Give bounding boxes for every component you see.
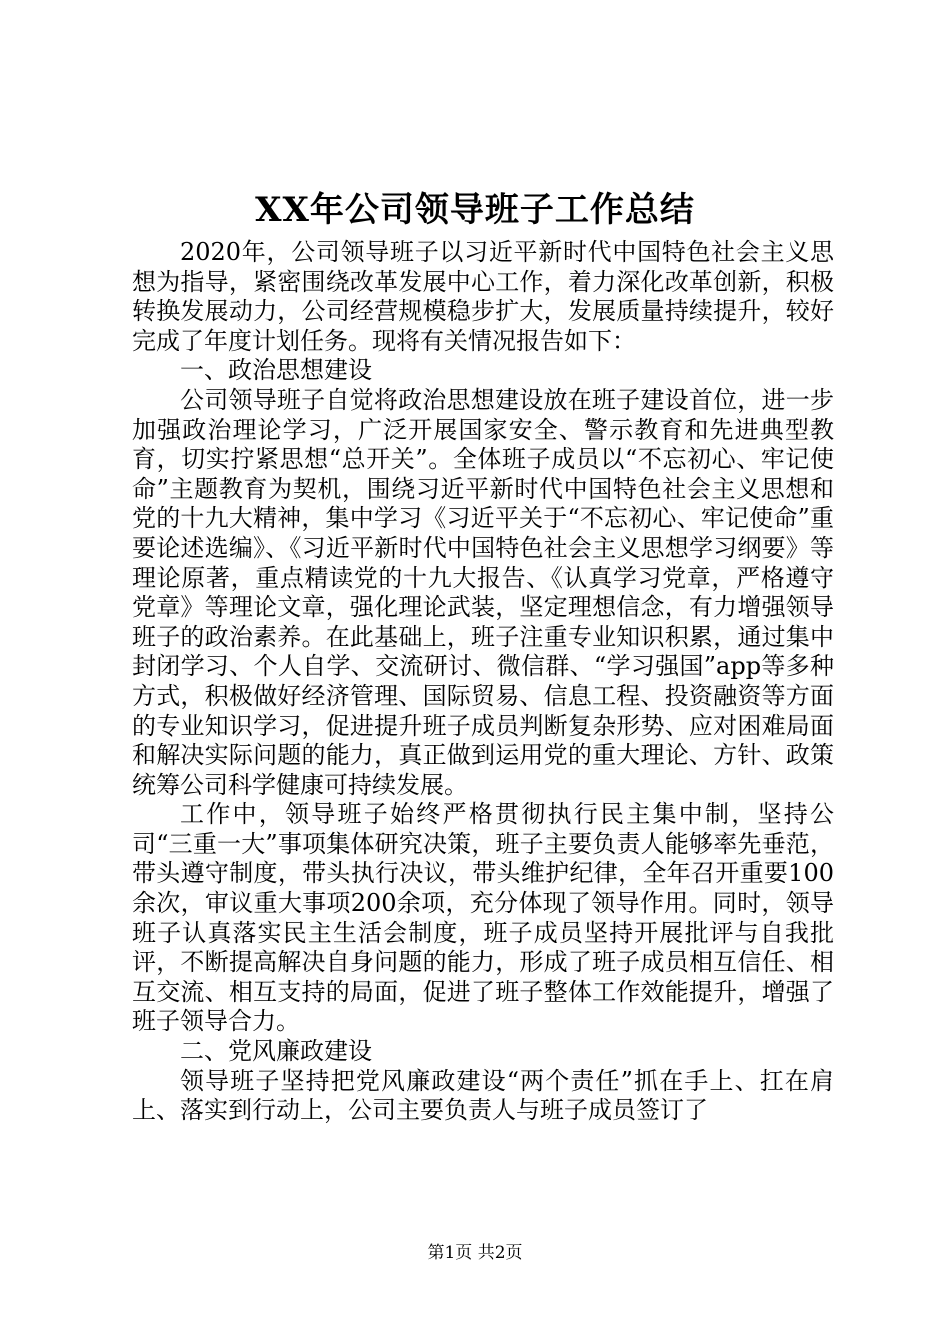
paragraph-intro: 2020年，公司领导班子以习近平新时代中国特色社会主义思想为指导，紧密围绕改革发展中心工作，着力深化改革创新，积极转换发展动力，公司经营规模稳步扩大，发展质量持续提升，较好完成了年度计划任务。现将有关情况报告如下： [132,238,834,355]
page-number-footer: 第1页 共2页 [427,1243,523,1263]
section-heading-2: 二、党风廉政建设 [180,1037,372,1066]
paragraph-political-study: 公司领导班子自觉将政治思想建设放在班子建设首位，进一步加强政治理论学习，广泛开展国家安全、警示教育和先进典型教育，切实拧紧思想“总开关”。全体班子成员以“不忘初心、牢记使命”主题教育为契机，围绕习近平新时代中国特色社会主义思想和党的十九大精神，集中学习《习近平关于“不忘初心、牢记使命”重要论述选编》、《习近平新时代中国特色社会主义思想学习纲要》等理论原著，重点精读党的十九大报告、《认真学习党章，严格遵守党章》等理论文章，强化理论武装，坚定理想信念，有力增强领导班子的政治素养。在此基础上，班子注重专业知识积累，通过集中封闭学习、个人自学、交流研讨、微信群、“学习强国”app等多种方式，积极做好经济管理、国际贸易、信息工程、投资融资等方面的专业知识学习，促进提升班子成员判断复杂形势、应对困难局面和解决实际问题的能力，真正做到运用党的重大理论、方针、政策统筹公司科学健康可持续发展。 [132,385,834,799]
document-title: XX年公司领导班子工作总结 [255,190,695,230]
document-body [132,238,834,1126]
paragraph-integrity: 领导班子坚持把党风廉政建设“两个责任”抓在手上、扛在肩上、落实到行动上，公司主要负责人与班子成员签订了 [132,1066,834,1125]
section-heading-1: 一、政治思想建设 [180,356,372,385]
paragraph-democratic-centralism: 工作中，领导班子始终严格贯彻执行民主集中制，坚持公司“三重一大”事项集体研究决策，班子主要负责人能够率先垂范，带头遵守制度，带头执行决议，带头维护纪律，全年召开重要100余次，审议重大事项200余项，充分体现了领导作用。同时，领导班子认真落实民主生活会制度，班子成员坚持开展批评与自我批评，不断提高解决自身问题的能力，形成了班子成员相互信任、相互交流、相互支持的局面，促进了班子整体工作效能提升，增强了班子领导合力。 [132,800,834,1036]
